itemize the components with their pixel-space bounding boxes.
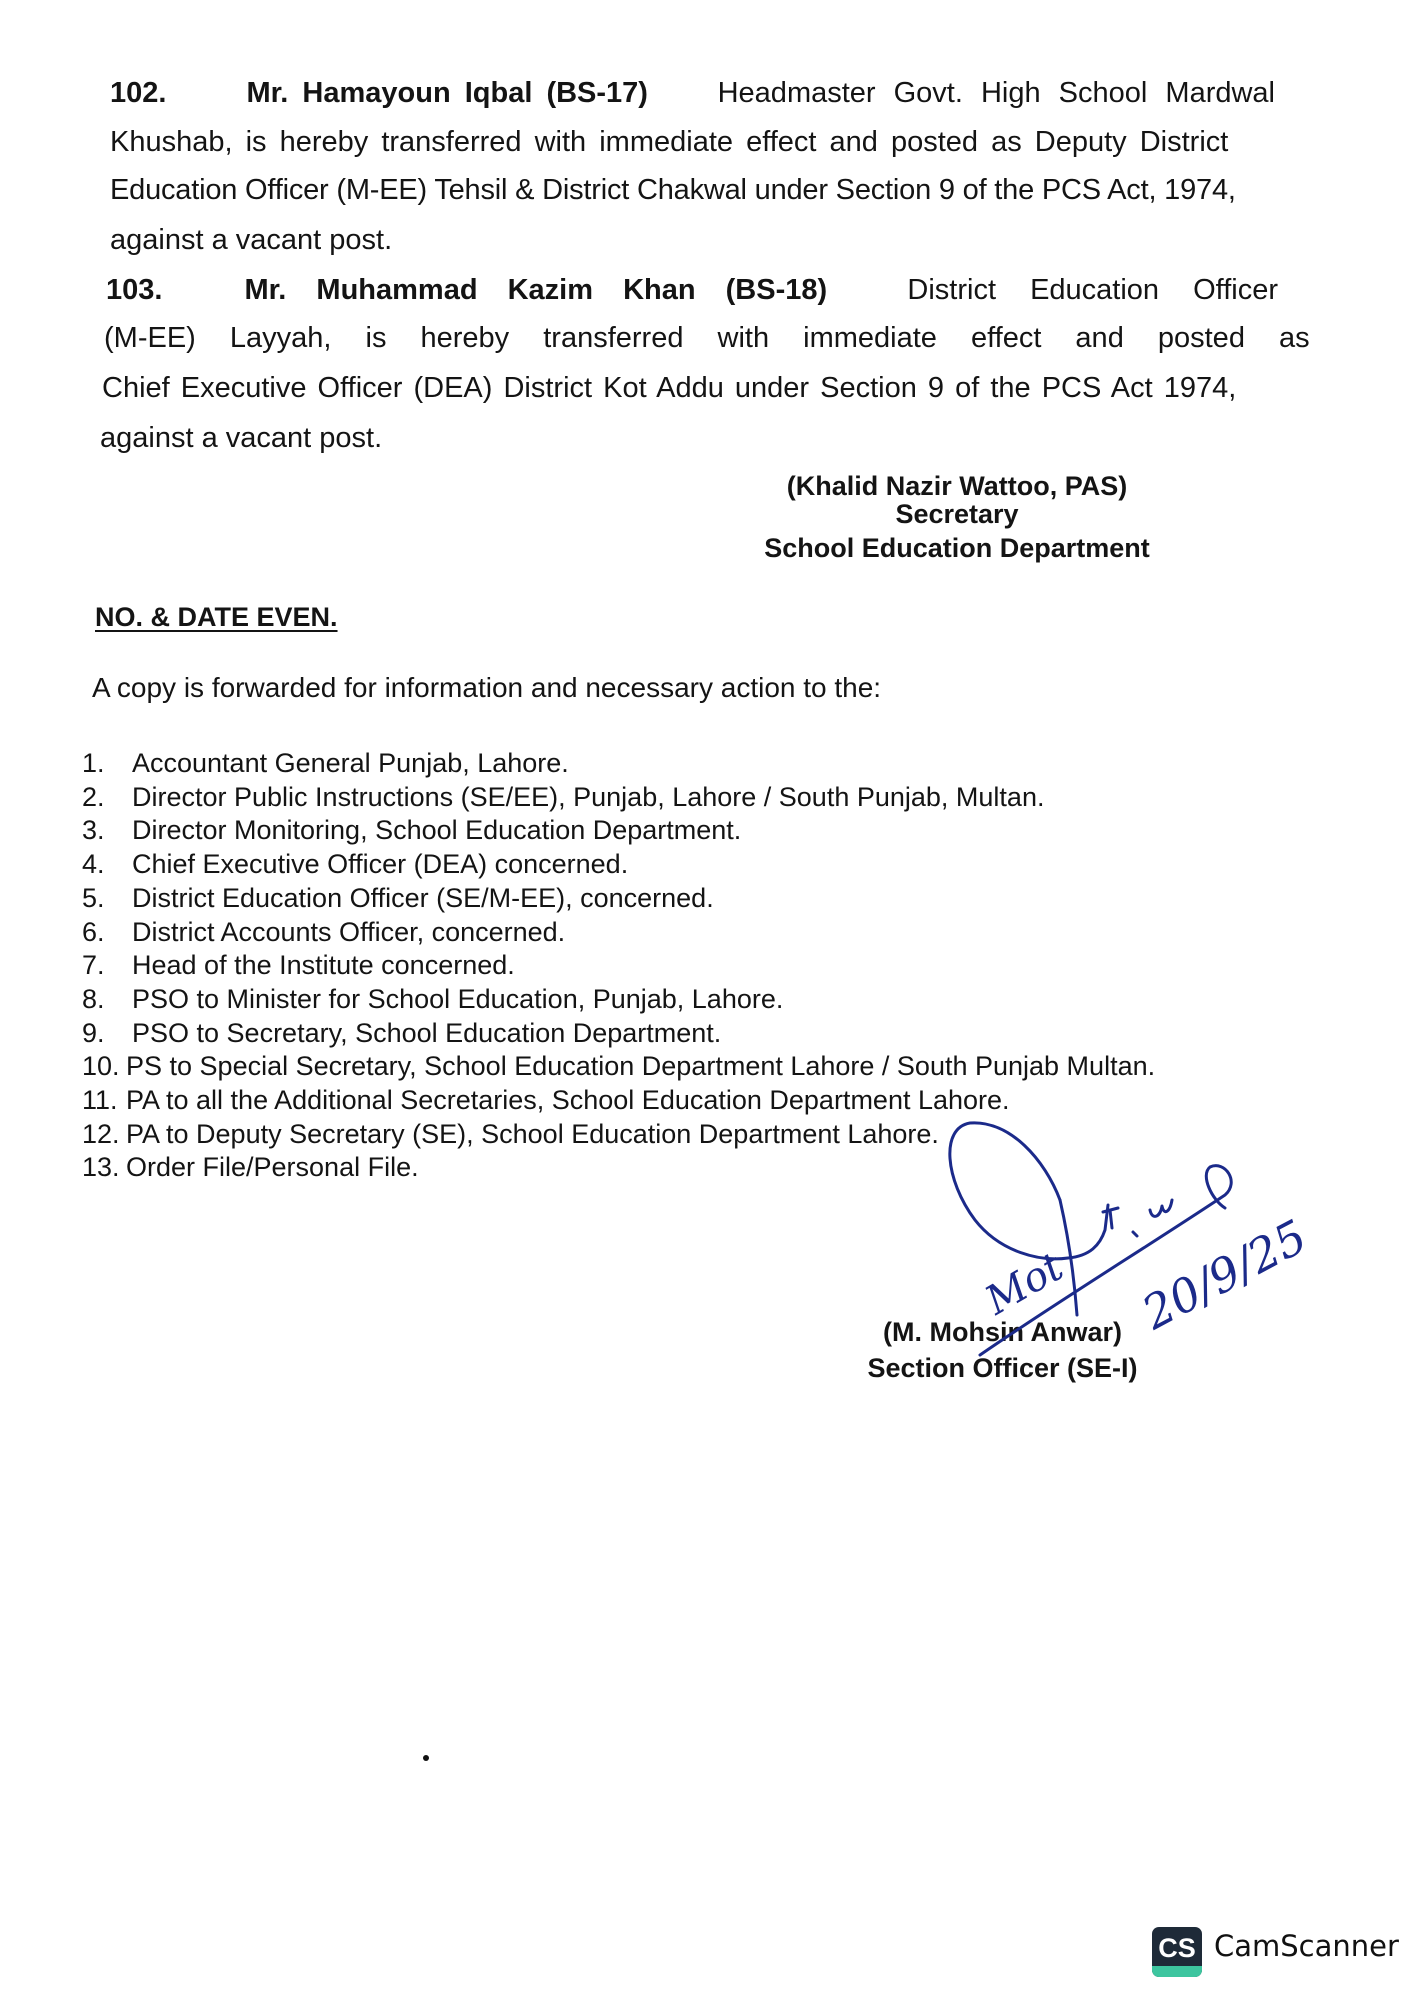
order-text: against a vacant post. (100, 422, 383, 454)
list-text: Order File/Personal File. (126, 1152, 419, 1183)
signatory-name: (Khalid Nazir Wattoo, PAS) (786, 471, 1128, 501)
order-text: District Education Officer (907, 274, 1278, 306)
list-text: Director Monitoring, School Education Department. (132, 815, 742, 846)
list-number: 9. (82, 1017, 105, 1048)
order-text: Education Officer (M-EE) Tehsil & District Chakwal under Section 9 of the PCS Act, 1974, (110, 174, 1236, 206)
signatory-designation: Secretary (895, 499, 1019, 529)
camscanner-label: CamScanner (1214, 1929, 1399, 1963)
list-text: Director Public Instructions (SE/EE), Punjab, Lahore / South Punjab, Multan. (132, 781, 1045, 812)
list-number: 6. (82, 916, 105, 947)
list-text: Head of the Institute concerned. (132, 950, 515, 981)
list-text: PSO to Minister for School Education, Punjab, Lahore. (132, 983, 784, 1014)
list-number: 7. (82, 950, 105, 981)
list-number: 11. (82, 1085, 118, 1116)
list-text: Accountant General Punjab, Lahore. (132, 748, 569, 778)
list-text: PS to Special Secretary, School Education Department Lahore / South Punjab Multan. (126, 1051, 1156, 1082)
list-text: PA to Deputy Secretary (SE), School Education Department Lahore. (126, 1118, 939, 1149)
list-text: Chief Executive Officer (DEA) concerned. (132, 849, 629, 880)
list-text: PA to all the Additional Secretaries, School Education Department Lahore. (126, 1085, 1010, 1116)
list-text: District Education Officer (SE/M-EE), concerned. (132, 882, 714, 913)
signature-mark (1150, 1200, 1172, 1216)
logo-accent-bar (1152, 1966, 1202, 1977)
officer-name: Mr. Hamayoun Iqbal (BS-17) (246, 77, 648, 109)
list-number: 12. (82, 1118, 120, 1149)
camscanner-logo-icon (1152, 1927, 1202, 1977)
endorsement-heading: NO. & DATE EVEN. (95, 602, 338, 632)
scan-speck (423, 1755, 429, 1761)
list-text: PSO to Secretary, School Education Department. (132, 1017, 722, 1048)
signature-date: 20/9/25 (1133, 1209, 1316, 1340)
camscanner-watermark (1152, 1927, 1399, 1977)
signature-initials: Mot (977, 1243, 1072, 1325)
logo-icon-label: CS (1158, 1932, 1196, 1963)
list-text: District Accounts Officer, concerned. (132, 916, 566, 947)
order-text: Chief Executive Officer (DEA) District Kot Addu under Section 9 of the PCS Act 1974, (102, 372, 1237, 404)
order-text: Headmaster Govt. High School Mardwal (717, 77, 1275, 109)
signatory-name: (M. Mohsin Anwar) (883, 1317, 1122, 1347)
list-number: 5. (82, 882, 105, 913)
list-number: 10. (82, 1051, 120, 1082)
list-number: 8. (82, 983, 105, 1014)
signatory-designation: Section Officer (SE-I) (867, 1353, 1138, 1383)
endorsement-intro: A copy is forwarded for information and necessary action to the: (92, 672, 882, 703)
order-text: Khushab, is hereby transferred with immediate effect and posted as Deputy District (110, 126, 1229, 158)
order-number: 102. (110, 77, 167, 109)
order-number: 103. (106, 274, 163, 306)
list-number: 2. (82, 781, 105, 812)
list-number: 13. (82, 1152, 120, 1183)
order-text: (M-EE) Layyah, is hereby transferred with immediate effect and posted as (104, 322, 1310, 354)
signature-mark (1133, 1232, 1137, 1236)
list-number: 1. (82, 748, 105, 778)
list-number: 4. (82, 849, 105, 880)
officer-name: Mr. Muhammad Kazim Khan (BS-18) (244, 274, 828, 306)
list-number: 3. (82, 815, 105, 846)
order-text: against a vacant post. (110, 224, 393, 256)
signatory-department: School Education Department (764, 533, 1150, 563)
signature-loop (950, 1123, 1108, 1259)
